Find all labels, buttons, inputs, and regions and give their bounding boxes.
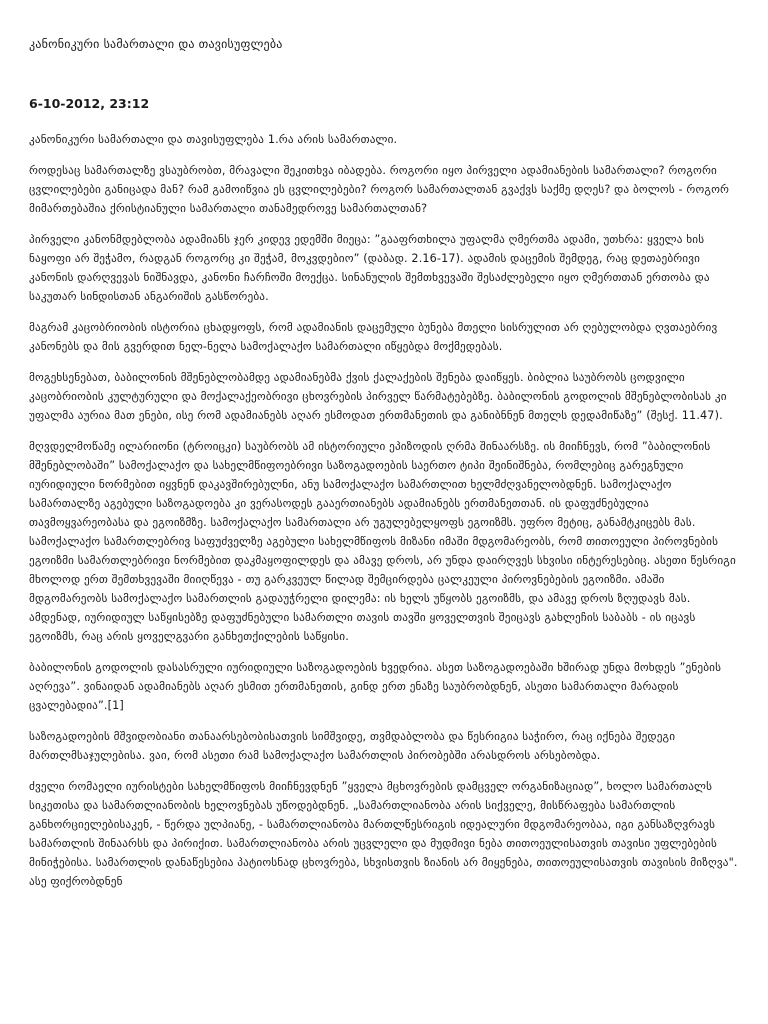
- paragraph-6: მღვდელმოწამე ილარიონი (ტროიცკი) საუბრობს ამ ისტორიული ეპიზოდის ღრმა შინაარსზე. ის მიიჩნევს, რომ ”ბაბილონის მშენებლობაში” სამოქალაქო და სახელმწიფოებრივი საზოგადოების საერთო ტიპი შეინიშნება, რომლებიც გარეგნული იურიდიული ნორმებით იყვნენ დაკავშირებულნი, ანუ სამოქალაქო სამართლით ხელმძღვანელობდნენ. სამოქალაქო სამართალზე აგებული საზოგადოება კი ვერასოდეს გააერთიანებს ადამიანებს ერთმანეთთან. ის დაფუძნებულია თავმოყვარეობასა და ეგოიზმზე. სამოქალაქო სამართალი არ უგულებელყოფს ეგოიზმს. უფრო მეტიც, განამტკიცებს მას. სამოქალაქო სამართლებრივ საფუძველზე აგებული სახელმწიფოს მიზანი იმაში მდგომარეობს, რომ თითოეული პიროვნების ეგოიზმი სამართლებრივი ნორმებით დაკმაყოფილდეს და ამავე დროს, არ უნდა დაირღვეს სხვისი ინტერესებიც. ასეთი წესრიგი მხოლოდ ერთ შემთხვევაში მიიღწევა - თუ გარკვეულ წილად შემცირდება ცალკეული პიროვნებების ეგოიზმი. ამაში მდგომარეობს სამოქალაქო სამართლის გადაუჭრელი დილემა: ის ხელს უწყობს ეგოიზმს, და ამავე დროს ზღუდავს მას. ამდენად, იურიდიულ საწყისებზე დაფუძნებული სამართლი თავის თავში ყოველთვის შეიცავს გახლეჩის საბაბს - ის იცავს ეგოიზმს, რაც არის ყოველგვარი განხეთქილების საწყისი.: [29, 440, 736, 643]
- paragraph-5: მოგეხსენებათ, ბაბილონის მშენებლობამდე ადამიანებმა ქვის ქალაქების შენება დაიწყეს. ბიბლია საუბრობს ცოდვილი კაცობრიობის კულტურული და მოქალაქეობრივი ცხოვრების პირველ წარმატებებზე. ბაბილონის გოდოლის მშენებლობისას კი უფალმა აურია მათ ენები, ისე რომ ადამიანებს აღარ ესმოდათ ერთმანეთის და განიბნნენ მთელს დედამიწაზე” (შესქ. 11.47).: [29, 371, 727, 422]
- document-title: კანონიკური სამართალი და თავისუფლება: [29, 37, 283, 51]
- paragraph-3: პირველი კანონმდებლობა ადამიანს ჯერ კიდევ ედემში მიეცა: ”გააფრთხილა უფალმა ღმერთმა ადამი, უთხრა: ყველა ხის ნაყოფი არ შეჭამო, რადგან როგორც კი შეჭამ, მოკვდებიო” (დაბად. 2.16-17). ადამის დაცემის შემდეგ, რაც დეთაებრივი კანონის დარღვევას ნიშნავდა, კანონი ჩარჩოში მოექცა. სინანულის შემთხვევაში შესაძლებელი იყო ღმერთთან ერთობა და საკუთარ სინდისთან ანგარიშის გასწორება.: [29, 233, 710, 303]
- paragraph-7: ბაბილონის გოდოლის დასასრული იურიდიული საზოგადოების ხვედრია. ასეთ საზოგადოებაში ხშირად უნდა მოხდეს ”ენების აღრევა”. ვინაიდან ადამიანებს აღარ ესმით ერთმანეთის, გინდ ერთ ენაზე საუბრობდნენ, ასეთი სამართალი მარადის ცვალებადია”.[1]: [29, 661, 722, 712]
- paragraph-2: როდესაც სამართალზე ვსაუბრობთ, მრავალი შეკითხვა იბადება. როგორი იყო პირველი ადამიანების სამართალი? როგორი ცვლილებები განიცადა მან? რამ გამოიწვია ეს ცვლილებები? როგორ სამართალთან გვაქვს საქმე დღეს? და ბოლოს - როგორ მიმართებაშია ქრისტიანული სამართალი თანამედროვე სამართალთან?: [29, 164, 730, 215]
- paragraph-9: ძველი რომაელი იურისტები სახელმწიფოს მიიჩნევდნენ ”ყველა მცხოვრების დამცველ ორგანიზაციად”, ხოლო სამართალს სიკეთისა და სამართლიანობის ხელოვნებას უწოდებდნენ. „სამართლიანობა არის სიქველე, მისწრაფება სამართლის განხორციელებისაკენ, - წერდა ულპიანე, - სამართლიანობა მართლწესრიგის იდეალური მდგომარეობაა, იგი განსაზღვრავს სამართლის შინაარსს და პირიქით. სამართლიანობა არის უცვლელი და მუდმივი ნება თითოეულისათვის თავისი უფლებების მინიჭებისა. სამართლის დანაწესებია პატიოსნად ცხოვრება, სხვისთვის ზიანის არ მიყენება, თითოეულისათვის თავისის მიზღვა". ასე ფიქრობდნენ: [29, 780, 738, 888]
- publish-date: 6-10-2012, 23:12: [29, 96, 150, 111]
- paragraph-8: საზოგადოების მშვიდობიანი თანაარსებობისათვის სიმშვიდე, თვმდაბლობა და წესრიგია საჭირო, რაც იქნება შედეგი მართლმსაჯულებისა. ვაი, რომ ასეთი რამ სამოქალაქო სამართლის პირობებში არასდროს არსებობდა.: [29, 730, 676, 762]
- paragraph-4: მაგრამ კაცობრიობის ისტორია ცხადყოფს, რომ ადამიანის დაცემული ბუნება მთელი სისრულით არ ღებულობდა ღვთაებრივ კანონებს და მის გვერდით ნელ-ნელა სამოქალაქო სამართალი იწყებდა მოქმედებას.: [29, 321, 718, 353]
- article-body: [29, 130, 741, 903]
- paragraph-1: კანონიკური სამართალი და თავისუფლება 1.რა არის სამართალი.: [29, 133, 398, 146]
